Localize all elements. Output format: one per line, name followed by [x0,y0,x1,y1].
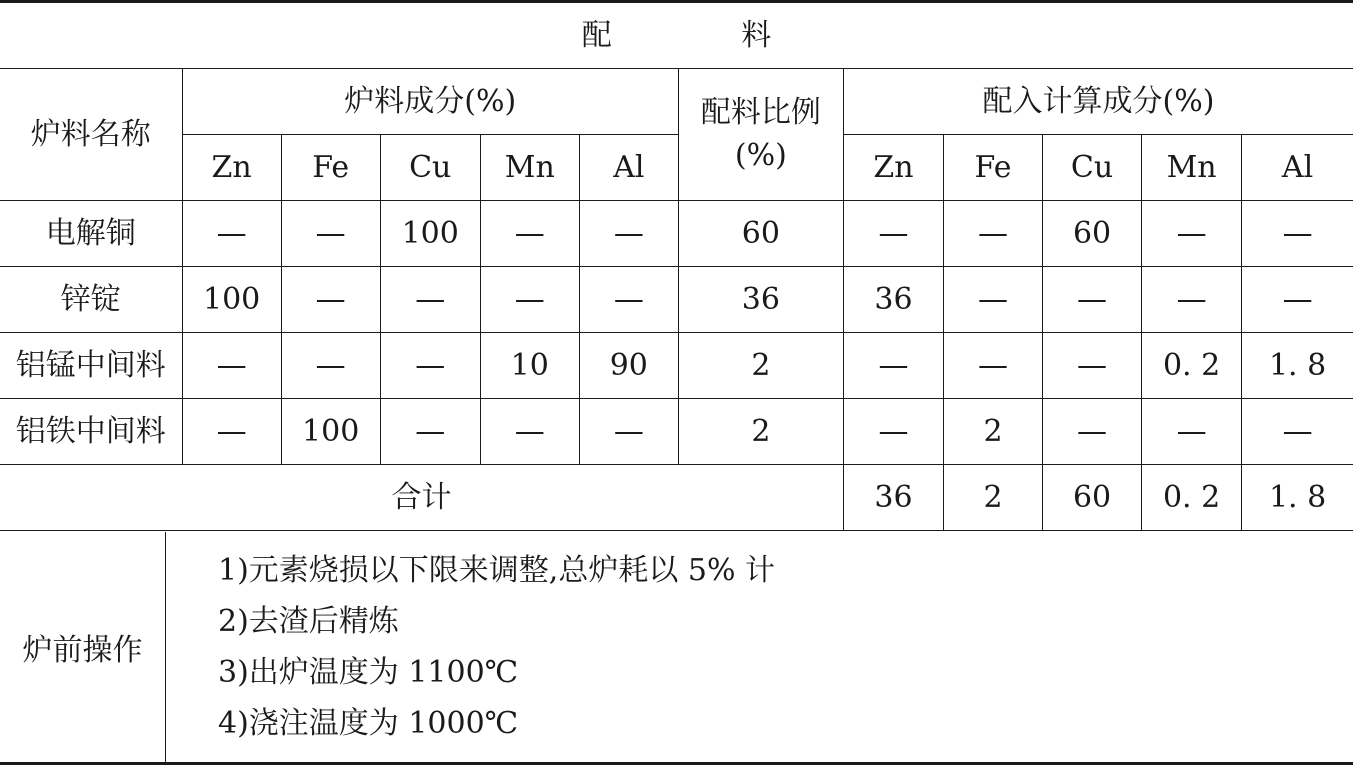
header-comp-fe: Fe [281,134,380,200]
operation-step: 1)元素烧损以下限来调整,总炉耗以 5% 计 [218,553,775,588]
header-calc-fe: Fe [943,134,1042,200]
table-row [0,266,1353,332]
operation-step: 4)浇注温度为 1000℃ [218,706,519,741]
cell-composition: 100 [182,266,281,332]
cell-calc: — [1043,398,1142,464]
operations-label: 炉前操作 [0,532,166,762]
row-material-name: 锌锭 [0,266,182,332]
cell-calc: — [1142,398,1242,464]
cell-calc: — [843,332,943,398]
cell-composition: — [579,200,678,266]
cell-calc: — [1242,266,1353,332]
header-material-name: 炉料名称 [0,68,182,200]
cell-calc: 60 [1043,200,1142,266]
cell-calc: 2 [943,398,1042,464]
header-calc-zn: Zn [843,134,943,200]
cell-composition: 100 [281,398,380,464]
row-material-name: 铝锰中间料 [0,332,182,398]
cell-calc: 36 [843,266,943,332]
batching-table [0,3,1353,531]
total-row [0,464,1353,530]
header-composition-group: 炉料成分(%) [182,68,678,134]
total-calc: 36 [843,464,943,530]
header-calc-mn: Mn [1142,134,1242,200]
cell-composition: — [281,266,380,332]
operation-step: 2)去渣后精炼 [218,604,399,639]
table-row [0,332,1353,398]
cell-composition: — [480,398,579,464]
cell-calc: — [1242,398,1353,464]
cell-calc: — [843,200,943,266]
cell-calc: 0. 2 [1142,332,1242,398]
operations-section [0,532,1353,762]
header-comp-zn: Zn [182,134,281,200]
cell-ratio: 2 [678,332,843,398]
total-calc: 1. 8 [1242,464,1353,530]
row-material-name: 电解铜 [0,200,182,266]
header-comp-mn: Mn [480,134,579,200]
bottom-rule [0,762,1353,765]
cell-calc: — [1043,266,1142,332]
cell-composition: — [182,200,281,266]
header-ratio [678,68,843,200]
cell-ratio: 2 [678,398,843,464]
operation-step: 3)出炉温度为 1100℃ [218,655,519,690]
cell-calc: — [943,332,1042,398]
header-calc-group: 配入计算成分(%) [843,68,1353,134]
header-comp-cu: Cu [380,134,480,200]
cell-composition: — [380,398,480,464]
header-calc-al: Al [1242,134,1353,200]
cell-composition: — [480,200,579,266]
cell-composition: — [281,332,380,398]
total-calc: 2 [943,464,1042,530]
header-ratio-line1: 配料比例 [700,95,821,130]
cell-composition: — [281,200,380,266]
cell-calc: 1. 8 [1242,332,1353,398]
table-row [0,398,1353,464]
total-label: 合计 [0,464,843,530]
table-title: 配 料 [0,3,1353,68]
cell-calc: — [943,266,1042,332]
cell-calc: — [1242,200,1353,266]
cell-calc: — [1142,200,1242,266]
cell-ratio: 60 [678,200,843,266]
operations-list [166,532,1353,762]
header-ratio-line2: (%) [734,138,787,173]
cell-composition: 90 [579,332,678,398]
cell-composition: — [380,266,480,332]
cell-composition: — [182,332,281,398]
cell-calc: — [943,200,1042,266]
cell-composition: — [579,398,678,464]
header-calc-cu: Cu [1043,134,1142,200]
cell-composition: 10 [480,332,579,398]
cell-composition: — [182,398,281,464]
cell-calc: — [1043,332,1142,398]
total-calc: 0. 2 [1142,464,1242,530]
row-material-name: 铝铁中间料 [0,398,182,464]
cell-composition: 100 [380,200,480,266]
cell-composition: — [579,266,678,332]
table-row [0,200,1353,266]
cell-composition: — [380,332,480,398]
cell-calc: — [1142,266,1242,332]
total-calc: 60 [1043,464,1142,530]
header-comp-al: Al [579,134,678,200]
cell-composition: — [480,266,579,332]
cell-calc: — [843,398,943,464]
cell-ratio: 36 [678,266,843,332]
